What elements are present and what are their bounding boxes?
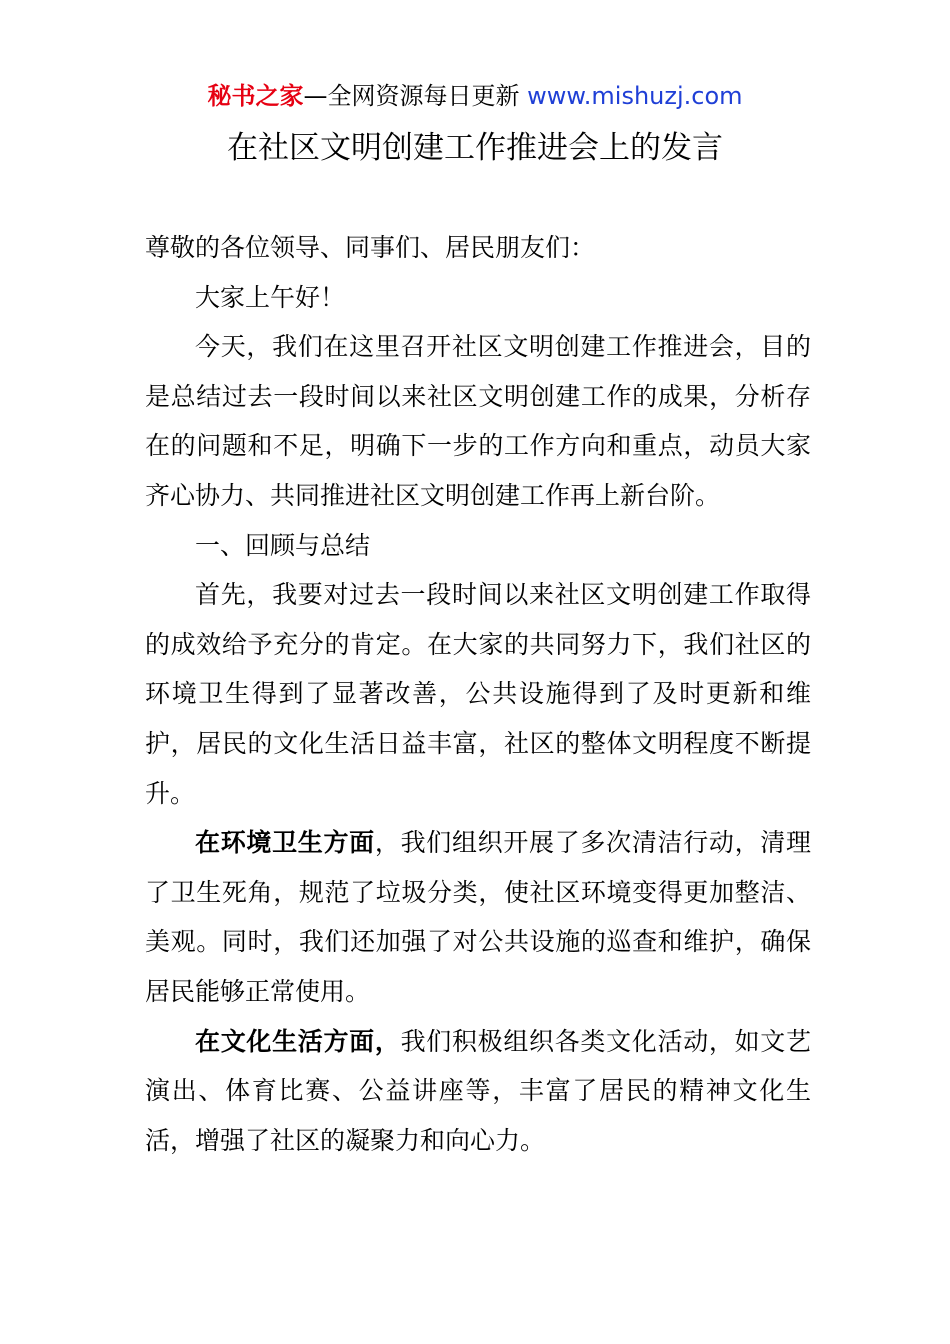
header-slogan: —全网资源每日更新 <box>303 82 528 110</box>
culture-text: 我们积极组织各类文化活动，如文艺演出、体育比赛、公益讲座等，丰富了居民的精神文化生活，增强了社区的凝聚力和向心力。 <box>145 1026 811 1155</box>
document-title: 在社区文明创建工作推进会上的发言 <box>227 130 723 166</box>
culture-paragraph <box>145 1017 811 1166</box>
intro-paragraph: 今天，我们在这里召开社区文明创建工作推进会，目的是总结过去一段时间以来社区文明创建工作的成果，分析存在的问题和不足，明确下一步的工作方向和重点，动员大家齐心协力、共同推进社区文明创建工作再上新台阶。 <box>145 332 811 510</box>
review-paragraph: 首先，我要对过去一段时间以来社区文明创建工作取得的成效给予充分的肯定。在大家的共同努力下，我们社区的环境卫生得到了显著改善，公共设施得到了及时更新和维护，居民的文化生活日益丰富，社区的整体文明程度不断提升。 <box>145 580 811 808</box>
salutation: 尊敬的各位领导、同事们、居民朋友们： <box>145 233 596 262</box>
greeting: 大家上午好！ <box>195 282 346 312</box>
culture-lead: 在文化生活方面， <box>195 1026 401 1056</box>
environment-text: ，我们组织开展了多次清洁行动，清理了卫生死角，规范了垃圾分类，使社区环境变得更加整洁、美观。同时，我们还加强了对公共设施的巡查和维护，确保居民能够正常使用。 <box>145 828 811 1006</box>
site-url: www.mishuzj.com <box>527 82 743 110</box>
brand-name: 秘书之家 <box>207 82 304 110</box>
environment-paragraph <box>145 818 811 1016</box>
environment-lead: 在环境卫生方面 <box>195 828 375 858</box>
document-body <box>145 223 811 1165</box>
section-heading: 一、回顾与总结 <box>195 530 371 560</box>
site-header <box>0 80 950 112</box>
